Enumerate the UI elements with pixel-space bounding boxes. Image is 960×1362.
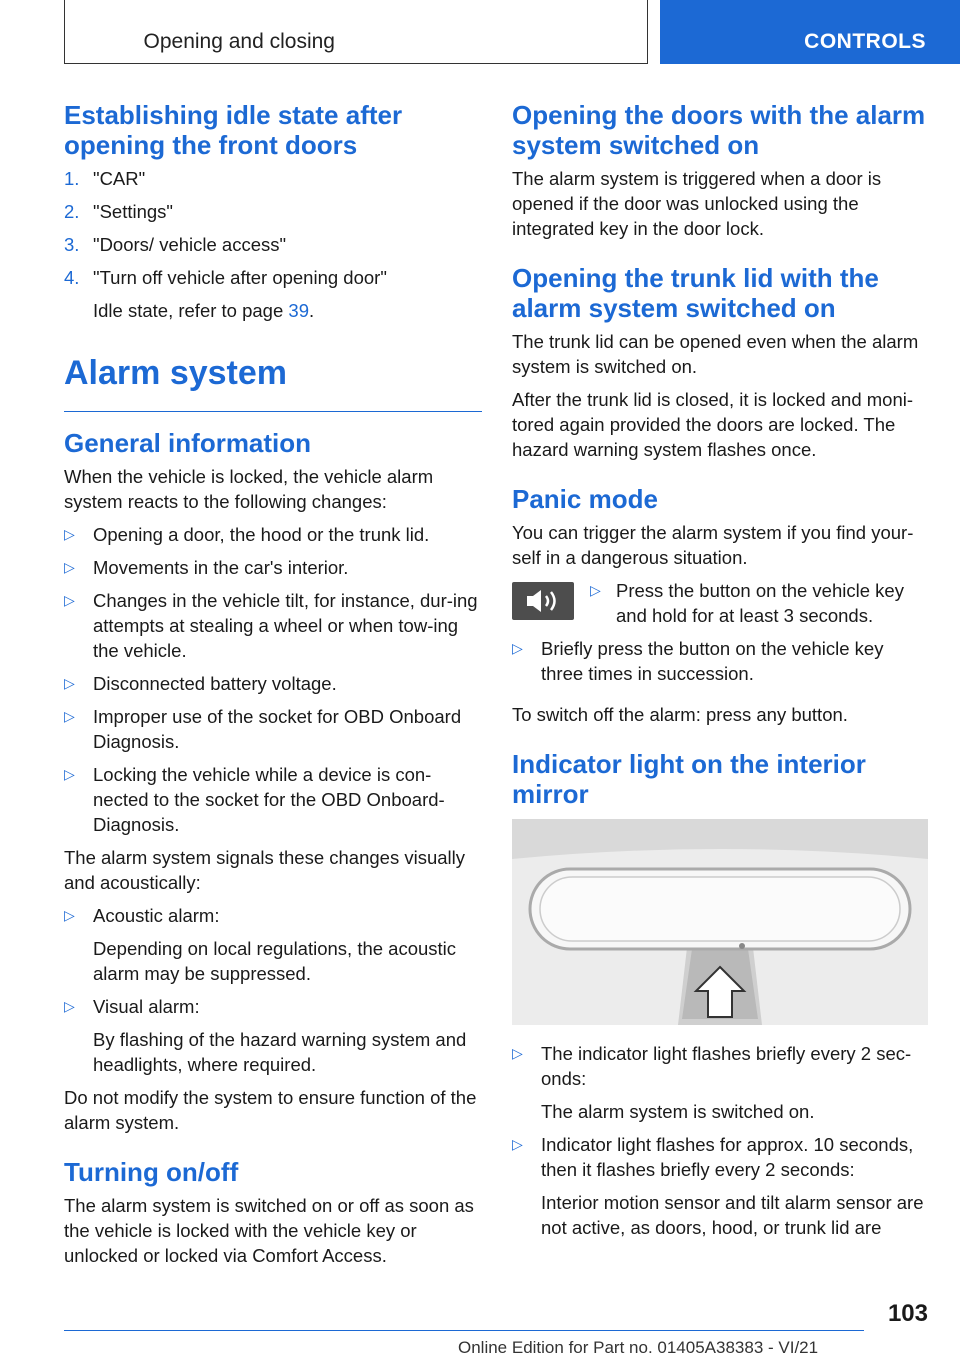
list-item: [64, 903, 482, 928]
panic-mode-heading: Panic mode: [512, 484, 658, 514]
bullet-triangle-icon: ▷: [590, 582, 601, 598]
title-divider: [64, 411, 482, 412]
panic-step-1: Press the button on the vehicle key and hold for at least 3 seconds.: [616, 580, 904, 626]
header-frame: [64, 0, 648, 64]
reference-text: Idle state, refer to page: [93, 300, 289, 321]
list-item: [64, 522, 482, 547]
modify-note: Do not modify the system to ensure function of the alarm system.: [64, 1087, 477, 1133]
reference-end: .: [308, 300, 315, 321]
bullet-triangle-icon: ▷: [64, 526, 75, 542]
signals-intro: The alarm system signals these changes visually and acoustically:: [64, 847, 466, 893]
step-item: [64, 199, 482, 224]
list-item-text: Changes in the vehicle tilt, for instance, dur-ing attempts at stealing a wheel or when tow-ing the vehicle.: [93, 590, 478, 661]
footer-divider: [64, 1330, 864, 1331]
panic-step-row: [512, 578, 930, 628]
list-item-text: Locking the vehicle while a device is con-nected to the socket for the OBD Onboard-Diagnosis.: [93, 764, 445, 835]
trunk-alarm-heading: Opening the trunk lid with the alarm system switched on: [512, 263, 879, 323]
bullet-triangle-icon: ▷: [64, 766, 75, 782]
alarm-system-title: Alarm system: [64, 354, 288, 392]
step-text: "CAR": [93, 168, 146, 189]
step-number: 1.: [64, 168, 80, 189]
list-item: [64, 704, 482, 754]
step-item: [64, 166, 482, 191]
bullet-triangle-icon: ▷: [512, 640, 523, 656]
step-text: "Doors/ vehicle access": [93, 234, 287, 255]
indicator-light-heading: Indicator light on the interior mirror: [512, 749, 866, 809]
list-item: [64, 671, 482, 696]
indicator-2-label: Indicator light flashes for approx. 10 seconds, then it flashes briefly every 2 seconds:: [541, 1134, 914, 1180]
list-item: [512, 1041, 930, 1091]
trunk-text-2: After the trunk lid is closed, it is locked and moni-tored again provided the doors are locked. The hazard warning system flashes once.: [512, 389, 914, 460]
bullet-triangle-icon: ▷: [64, 708, 75, 724]
step-item: [64, 232, 482, 257]
turning-on-off-heading: Turning on/off: [64, 1157, 239, 1187]
step-text: "Turn off vehicle after opening door": [93, 267, 387, 288]
trunk-text-1: The trunk lid can be opened even when the alarm system is switched on.: [512, 331, 919, 377]
step-item: [64, 265, 482, 290]
footer-edition: Online Edition for Part no. 01405A38383 - VI/21: [458, 1338, 819, 1357]
visual-alarm-detail: By flashing of the hazard warning system and headlights, where required.: [93, 1029, 467, 1075]
page-number: 103: [887, 1300, 928, 1327]
indicator-1-label: The indicator light flashes briefly every 2 sec-onds:: [541, 1043, 912, 1089]
step-number: 2.: [64, 201, 80, 222]
left-column: [64, 100, 482, 1276]
list-item: [64, 994, 482, 1019]
list-item: [64, 588, 482, 663]
bullet-triangle-icon: ▷: [512, 1045, 523, 1061]
general-information-heading: General information: [64, 428, 312, 458]
list-item: [512, 1132, 930, 1182]
page-link[interactable]: 39: [288, 300, 309, 321]
bullet-triangle-icon: ▷: [64, 675, 75, 691]
acoustic-alarm-label: Acoustic alarm:: [93, 905, 220, 926]
list-item: [64, 762, 482, 837]
step-text: "Settings": [93, 201, 173, 222]
list-item-text: Disconnected battery voltage.: [93, 673, 337, 694]
bullet-triangle-icon: ▷: [512, 1136, 523, 1152]
visual-alarm-label: Visual alarm:: [93, 996, 200, 1017]
step-number: 3.: [64, 234, 80, 255]
bullet-triangle-icon: ▷: [64, 907, 75, 923]
bullet-triangle-icon: ▷: [64, 998, 75, 1014]
step-number: 4.: [64, 267, 80, 288]
doors-alarm-text: The alarm system is triggered when a door is opened if the door was unlocked using the integrated key in the door lock.: [512, 168, 882, 239]
right-column: [512, 100, 930, 1248]
panic-off-text: To switch off the alarm: press any button.: [512, 704, 848, 725]
panic-step-2: Briefly press the button on the vehicle key three times in succession.: [541, 638, 884, 684]
bullet-triangle-icon: ▷: [64, 559, 75, 575]
page-reference: [93, 298, 482, 323]
turning-on-off-text: The alarm system is switched on or off as soon as the vehicle is locked with the vehicle key or unlocked or locked via Comfort Access.: [64, 1195, 474, 1266]
list-item: [590, 578, 930, 628]
indicator-1-detail: The alarm system is switched on.: [541, 1101, 815, 1122]
chapter-tab[interactable]: CONTROLS: [660, 0, 960, 64]
section-title: Opening and closing: [143, 30, 335, 53]
list-item-text: Opening a door, the hood or the trunk lid.: [93, 524, 430, 545]
list-item: [512, 636, 930, 686]
bullet-triangle-icon: ▷: [64, 592, 75, 608]
idle-state-heading: Establishing idle state after opening the front doors: [64, 100, 403, 160]
list-item-text: Improper use of the socket for OBD Onboard Diagnosis.: [93, 706, 462, 752]
indicator-2-detail: Interior motion sensor and tilt alarm sensor are not active, as doors, hood, or trunk lid are: [541, 1192, 924, 1238]
alarm-horn-icon: [512, 582, 574, 620]
acoustic-alarm-detail: Depending on local regulations, the acoustic alarm may be suppressed.: [93, 938, 457, 984]
doors-alarm-heading: Opening the doors with the alarm system switched on: [512, 100, 926, 160]
list-item-text: Movements in the car's interior.: [93, 557, 349, 578]
interior-mirror-image: [512, 819, 928, 1025]
general-intro: When the vehicle is locked, the vehicle alarm system reacts to the following changes:: [64, 466, 434, 512]
list-item: [64, 555, 482, 580]
panic-mode-text: You can trigger the alarm system if you find your-self in a dangerous situation.: [512, 522, 914, 568]
